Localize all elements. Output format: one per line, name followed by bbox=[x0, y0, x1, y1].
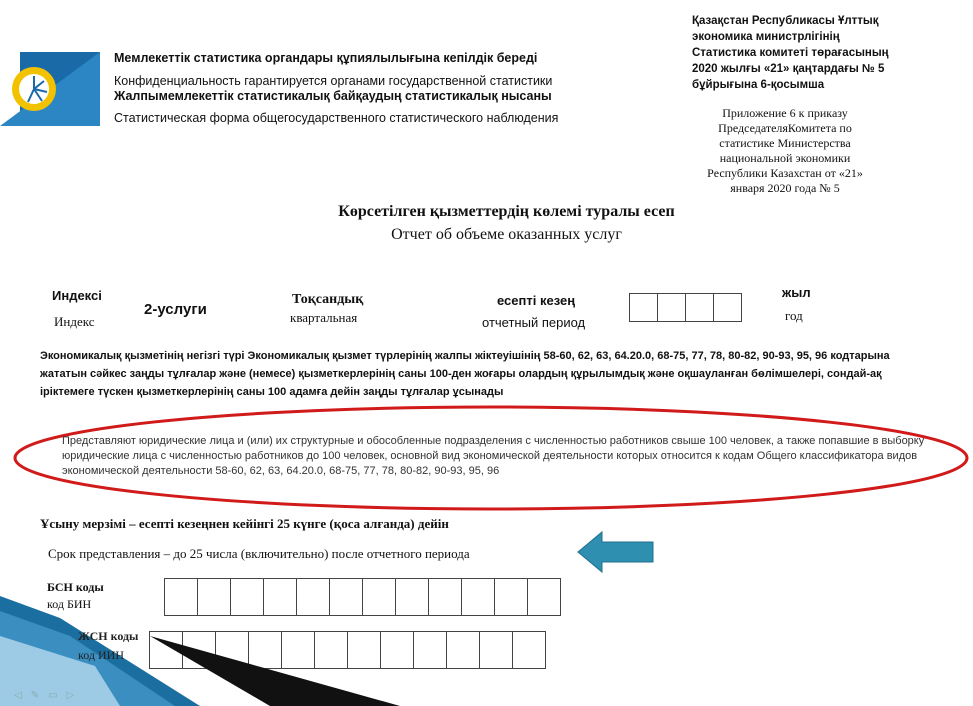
index-value: 2-услуги bbox=[144, 301, 207, 318]
scope-text-kz: Экономикалық қызметінің негізгі түрі Экономикалық қызмет түрлерінің жалпы жіктеуішінің 58-60, 62, 63, 64.20.0, 68-75, 77, 78, 80-82, 90-93, 95, 96 кодтарына жататын сәйкес заңды тұлғалар және (немесе) қызметкерлерінің саны 100-ден жоғары олардың құрылымдық және оқшауланған бөлімшелері, сондай-ақ іріктемеге түскен қызметкерлерінің саны 100 адамға дейін заңды тұлғалар ұсынады bbox=[40, 350, 890, 398]
iin-cell[interactable] bbox=[479, 631, 513, 669]
pen-icon[interactable]: ✎ bbox=[30, 690, 40, 701]
form-type-ru: Статистическая форма общегосударственного статистического наблюдения bbox=[114, 111, 559, 125]
bin-cell[interactable] bbox=[428, 578, 462, 616]
report-title-ru: Отчет об объеме оказанных услуг bbox=[391, 226, 622, 243]
index-label-ru: Индекс bbox=[54, 314, 95, 329]
iin-label-ru: код ИИН bbox=[78, 648, 124, 662]
approval-kz: Қазақстан Республикасы Ұлттық экономика министрлігінің Статистика комитеті төрағасының 2020 жылғы «21» қаңтардағы № 5 бұйрығына 6-қосымша bbox=[692, 15, 889, 91]
form-type-kz: Жалпымемлекеттік статистикалық байқаудың статистикалық нысаны bbox=[114, 89, 552, 103]
scope-text-ru: Представляют юридические лица и (или) их структурные и обособленные подразделения с численностью работников свыше 100 человек, а также попавшие в выборку юридические лица с численностью работников до 100 человек, основной вид экономической деятельности которых относится к кодам Общего классификатора видов экономической деятельности 58-60, 62, 63, 64.20.0, 68-75, 77, 78, 80-82, 90-93, 95, 96 bbox=[62, 435, 925, 477]
year-cell[interactable] bbox=[629, 293, 658, 322]
period-label-ru: отчетный период bbox=[482, 315, 586, 330]
menu-icon[interactable]: ▭ bbox=[48, 690, 58, 701]
iin-cell[interactable] bbox=[446, 631, 480, 669]
year-cell[interactable] bbox=[657, 293, 686, 322]
iin-label-kz: ЖСН коды bbox=[78, 629, 139, 643]
year-cell[interactable] bbox=[713, 293, 742, 322]
period-label-kz: есепті кезең bbox=[497, 293, 576, 308]
bin-label-kz: БСН коды bbox=[47, 580, 104, 594]
report-title-kz: Көрсетілген қызметтердің көлемі туралы есеп bbox=[338, 203, 675, 220]
iin-cell[interactable] bbox=[512, 631, 546, 669]
bin-cell[interactable] bbox=[494, 578, 528, 616]
year-cell[interactable] bbox=[685, 293, 714, 322]
deadline-kz: Ұсыну мерзімі – есепті кезеңнен кейінгі 25 күнге (қоса алғанда) дейін bbox=[40, 516, 449, 531]
bin-label-ru: код БИН bbox=[47, 597, 92, 611]
left-arrow-icon bbox=[576, 530, 656, 574]
approval-ru: Приложение 6 к приказу ПредседателяКомитета по статистике Министерства национальной экономики Республики Казахстан от «21» января 2020 года № 5 bbox=[707, 106, 863, 195]
next-slide-icon[interactable]: ▷ bbox=[66, 690, 75, 701]
year-label-ru: год bbox=[785, 308, 803, 323]
deadline-ru: Срок представления – до 25 числа (включительно) после отчетного периода bbox=[48, 546, 470, 561]
bin-cell[interactable] bbox=[527, 578, 561, 616]
statistics-logo-icon bbox=[0, 52, 100, 126]
confidentiality-ru: Конфиденциальность гарантируется органами государственной статистики bbox=[114, 74, 553, 88]
confidentiality-kz: Мемлекеттік статистика органдары құпиялылығына кепілдік береді bbox=[114, 51, 538, 65]
periodicity-label-ru: квартальная bbox=[290, 310, 358, 325]
bin-cell[interactable] bbox=[461, 578, 495, 616]
periodicity-label-kz: Тоқсандық bbox=[292, 292, 364, 307]
iin-cell[interactable] bbox=[413, 631, 447, 669]
slide-nav-icons[interactable] bbox=[14, 690, 74, 701]
bin-cell[interactable] bbox=[395, 578, 429, 616]
prev-slide-icon[interactable]: ◁ bbox=[14, 690, 22, 701]
index-label-kz: Индексі bbox=[52, 288, 102, 303]
year-input-cells[interactable] bbox=[630, 293, 742, 322]
year-label-kz: жыл bbox=[782, 285, 811, 300]
